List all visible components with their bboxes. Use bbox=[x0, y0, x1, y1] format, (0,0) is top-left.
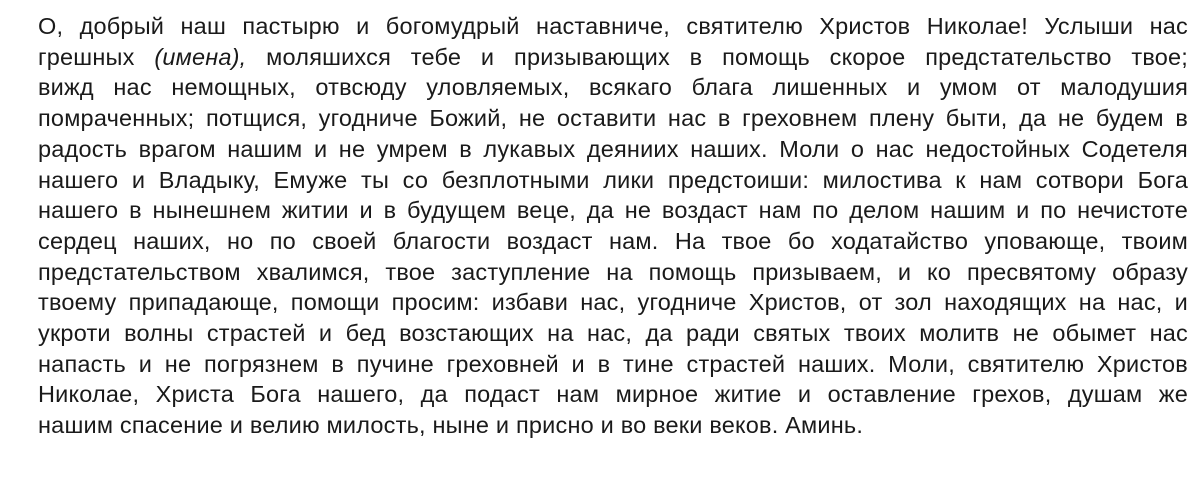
prayer-line-9: предстательством хвалимся, твое заступление на помощь призываем, и ко пресвятому образу bbox=[38, 258, 1188, 285]
prayer-line-12: напасть и не погрязнем в пучине греховней и в тине страстей наших. Моли, святителю Христов bbox=[38, 350, 1188, 377]
prayer-line-14: нашим спасение и велию милость, ныне и присно и во веки веков. Аминь. bbox=[38, 412, 864, 439]
prayer-line-3: вижд нас немощных, отвсюду уловляемых, всякаго блага лишенных и умом от малодушия bbox=[38, 74, 1188, 101]
prayer-line-6: нашего и Владыку, Емуже ты со безплотными лики предстоиши: милостива к нам сотвори Бога bbox=[38, 166, 1188, 193]
prayer-line-10: твоему припадающе, помощи просим: избави нас, угодниче Христов, от зол находящих на нас, и bbox=[38, 289, 1188, 316]
prayer-line-13: Николае, Христа Бога нашего, да подаст нам мирное житие и оставление грехов, душам же bbox=[38, 381, 1188, 408]
prayer-line-7: нашего в нынешнем житии и в будущем веце, да не воздаст нам по делом нашим и по нечистоте bbox=[38, 197, 1188, 224]
prayer-text bbox=[38, 11, 1188, 441]
prayer-line-2-prefix: грешных bbox=[38, 43, 135, 70]
prayer-line-1: О, добрый наш пастырю и богомудрый наставниче, святителю Христов Николае! Услыши нас bbox=[38, 13, 1188, 39]
names-placeholder: (имена), bbox=[154, 43, 247, 70]
prayer-line-8: сердец наших, но по своей благости воздаст нам. На твое бо ходатайство уповающе, твоим bbox=[38, 227, 1188, 254]
prayer-line-4: помраченных; потщися, угодниче Божий, не оставити нас в греховнем плену быти, да не будем в bbox=[38, 105, 1188, 132]
prayer-line-11: укроти волны страстей и бед возстающих на нас, да ради святых твоих молитв не обымет нас bbox=[38, 320, 1188, 347]
prayer-line-2-text: моляшихся тебе и призывающих в помощь скорое предстательство твое; bbox=[266, 43, 1189, 70]
prayer-line-2 bbox=[38, 42, 1188, 73]
prayer-line-5: радость врагом нашим и не умрем в лукавых деяниих наших. Моли о нас недостойных Содетеля bbox=[38, 135, 1188, 162]
